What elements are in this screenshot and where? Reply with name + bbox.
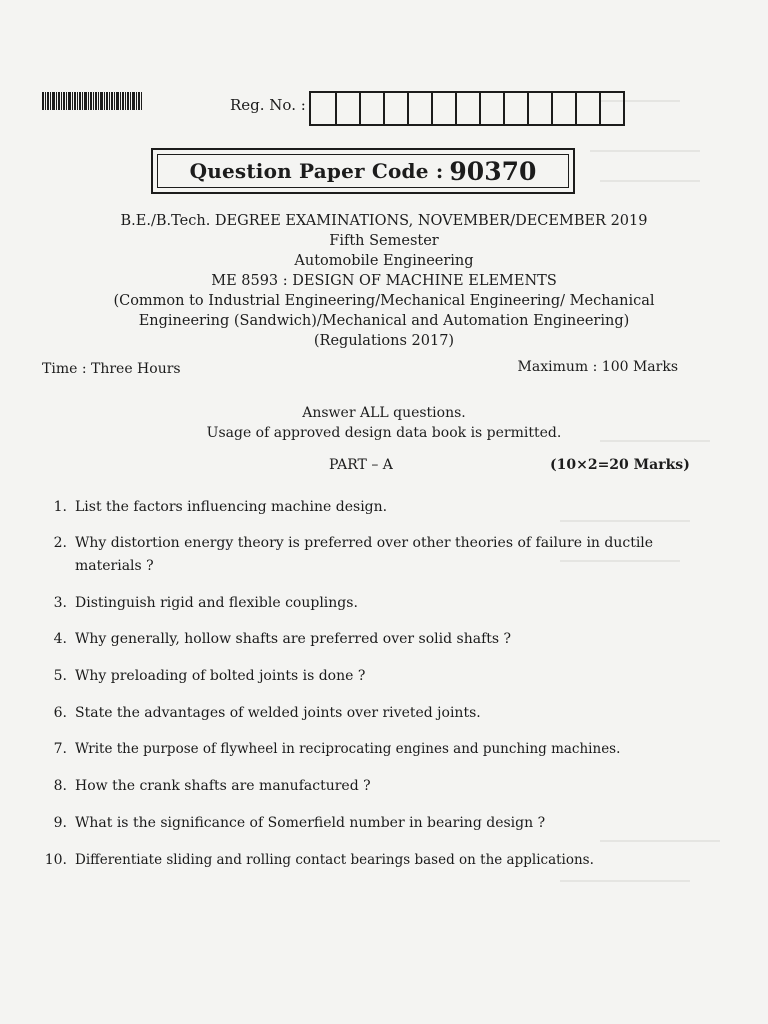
reg-no-digit-box[interactable] (407, 93, 431, 124)
subject: ME 8593 : DESIGN OF MACHINE ELEMENTS (211, 273, 557, 289)
question-paper-code-box (151, 148, 575, 194)
reg-no-digit-box[interactable] (431, 93, 455, 124)
question-item (53, 665, 715, 688)
question-text: Why distortion energy theory is preferred over other theories of failure in ductile materials ? (75, 535, 654, 574)
reg-no-digit-box[interactable] (311, 93, 335, 124)
question-text: Why preloading of bolted joints is done ? (75, 668, 366, 684)
question-item (53, 532, 695, 578)
exam-heading (0, 211, 768, 351)
question-text: Write the purpose of flywheel in reciprocating engines and punching machines. (75, 741, 621, 757)
question-text: List the factors influencing machine design. (75, 499, 388, 515)
part-label: PART – A (329, 457, 393, 473)
instruction-answer-all: Answer ALL questions. (302, 405, 466, 421)
question-text: What is the significance of Somerfield number in bearing design ? (75, 815, 546, 831)
question-text: Differentiate sliding and rolling contact bearings based on the applications. (75, 852, 594, 868)
reg-no-digit-box[interactable] (503, 93, 527, 124)
bleed-mark (600, 840, 720, 842)
branch: Automobile Engineering (294, 253, 474, 269)
bleed-mark (560, 520, 690, 522)
question-text: How the crank shafts are manufactured ? (75, 778, 371, 794)
question-number: 10. (44, 852, 67, 868)
exam-title: B.E./B.Tech. DEGREE EXAMINATIONS, NOVEMBER/DECEMBER 2019 (120, 213, 648, 229)
reg-no-digit-box[interactable] (575, 93, 599, 124)
question-number: 9. (53, 815, 67, 831)
bleed-mark (590, 150, 700, 152)
question-number: 1. (53, 499, 67, 515)
question-item (53, 592, 715, 615)
question-item (53, 775, 715, 798)
reg-no-digit-box[interactable] (455, 93, 479, 124)
reg-no-digit-box[interactable] (479, 93, 503, 124)
question-number: 7. (53, 741, 67, 757)
regulations: (Regulations 2017) (313, 333, 455, 349)
question-number: 3. (53, 595, 67, 611)
bleed-mark (600, 180, 700, 182)
common-to-line-2: Engineering (Sandwich)/Mechanical and Automation Engineering) (138, 313, 630, 329)
question-item (44, 849, 735, 872)
question-item (53, 628, 715, 651)
reg-no-label: Reg. No. : (230, 96, 306, 114)
reg-no-digit-box[interactable] (527, 93, 551, 124)
barcode-icon (42, 92, 142, 110)
question-item (53, 738, 735, 761)
reg-no-digit-box[interactable] (599, 93, 623, 124)
instruction-data-book: Usage of approved design data book is permitted. (206, 425, 562, 441)
question-item (53, 496, 715, 519)
semester: Fifth Semester (329, 233, 439, 249)
question-number: 8. (53, 778, 67, 794)
question-number: 2. (53, 535, 67, 551)
question-number: 4. (53, 631, 67, 647)
question-item (53, 812, 715, 835)
max-marks: Maximum : 100 Marks (517, 359, 678, 375)
reg-no-digit-box[interactable] (359, 93, 383, 124)
question-text: Distinguish rigid and flexible couplings. (75, 595, 358, 611)
question-text: Why generally, hollow shafts are preferred over solid shafts ? (75, 631, 512, 647)
bleed-mark (560, 880, 690, 882)
reg-no-digit-box[interactable] (551, 93, 575, 124)
common-to-line-1: (Common to Industrial Engineering/Mechanical Engineering/ Mechanical (113, 293, 655, 309)
question-text: State the advantages of welded joints over riveted joints. (75, 705, 481, 721)
question-number: 5. (53, 668, 67, 684)
reg-no-digit-box[interactable] (383, 93, 407, 124)
question-number: 6. (53, 705, 67, 721)
qpc-label: Question Paper Code : (189, 159, 444, 183)
reg-no-digit-box[interactable] (335, 93, 359, 124)
time-allowed: Time : Three Hours (42, 361, 181, 377)
part-marks: (10×2=20 Marks) (550, 457, 690, 473)
reg-no-boxes[interactable] (309, 91, 625, 126)
qpc-code: 90370 (449, 156, 537, 186)
question-item (53, 702, 715, 725)
